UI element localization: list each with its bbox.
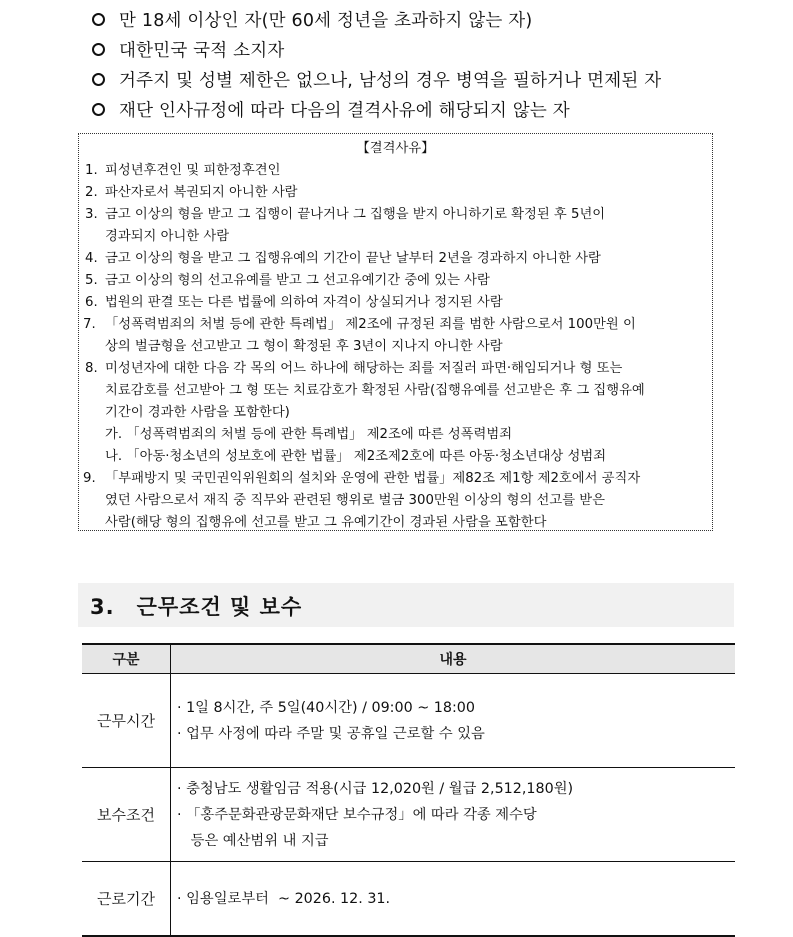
section-title (90, 591, 302, 621)
disqualification-item: 7. 「성폭력범죄의 처벌 등에 관한 특례법」 제2조에 규정된 죄를 범한 사람으로서 100만원 이 상의 벌금형을 선고받고 그 형이 확정된 후 3년이 지나지 아니한 사람 (83, 317, 636, 354)
disqualification-subitem: 나. 「아동·청소년의 성보호에 관한 법률」 제2조제2호에 따른 아동·청소년대상 성범죄 (105, 449, 607, 464)
requirement-item: 대한민국 국적 소지자 (92, 34, 661, 64)
disqualification-title: 【결격사유】 (356, 141, 435, 156)
circle-bullet-icon (92, 73, 105, 86)
disqualification-item: 5. 금고 이상의 형의 선고유예를 받고 그 선고유예기간 중에 있는 사람 (85, 273, 490, 288)
section-number: 3. (90, 595, 115, 619)
disqualification-item: 8. 미성년자에 대한 다음 각 목의 어느 하나에 해당하는 죄를 저질러 파면·해임되거나 형 또는 치료감호를 선고받아 그 형 또는 치료감호가 확정된 사람(집행유예를 선고받은 후 그 집행유예 기간이 경과한 사람을 포함한다) (85, 361, 645, 420)
row-label: 보수조건 (82, 768, 171, 862)
row-label: 근로기간 (82, 862, 171, 937)
row-content: · 충청남도 생활임금 적용(시급 12,020원 / 월급 2,512,180원) · 「홍주문화관광문화재단 보수규정」에 따라 각종 제수당 등은 예산범위 내 지급 (171, 768, 736, 862)
section-header (78, 583, 734, 627)
table-row (82, 674, 735, 768)
requirement-item: 만 18세 이상인 자(만 60세 정년을 초과하지 않는 자) (92, 4, 661, 34)
circle-bullet-icon (92, 13, 105, 26)
table-header-category: 구분 (82, 644, 171, 674)
disqualification-item: 9. 「부패방지 및 국민권익위원회의 설치와 운영에 관한 법률」제82조 제1항 제2호에서 공직자 였던 사람으로서 재직 중 직무와 관련된 행위로 벌금 300만원 이상의 형의 선고를 받은 사람(해당 형의 집행유에 선고를 받고 그 유예기간이 경과된 사람을 포함한다 (83, 471, 641, 530)
disqualification-item: 2. 파산자로서 복권되지 아니한 사람 (85, 185, 298, 200)
requirement-item: 거주지 및 성별 제한은 없으나, 남성의 경우 병역을 필하거나 면제된 자 (92, 64, 661, 94)
disqualification-item: 1. 피성년후견인 및 피한정후견인 (85, 163, 281, 178)
disqualification-item: 6. 법원의 판결 또는 다른 법률에 의하여 자격이 상실되거나 정지된 사람 (85, 295, 503, 310)
row-content: · 임용일로부터 ~ 2026. 12. 31. (171, 862, 736, 937)
disqualification-subitem: 가. 「성폭력범죄의 처벌 등에 관한 특례법」 제2조에 따른 성폭력범죄 (105, 427, 513, 442)
disqualification-box (78, 133, 713, 531)
disqualification-item: 3. 금고 이상의 형을 받고 그 집행이 끝나거나 그 집행을 받지 아니하기로 확정된 후 5년이 경과되지 아니한 사람 (85, 207, 606, 244)
table-row (82, 862, 735, 937)
circle-bullet-icon (92, 103, 105, 116)
requirements-list (92, 4, 661, 124)
circle-bullet-icon (92, 43, 105, 56)
table-header-row (82, 644, 735, 674)
section-title-text: 근무조건 및 보수 (136, 595, 303, 619)
table-header-content: 내용 (171, 644, 736, 674)
disqualification-item: 4. 금고 이상의 형을 받고 그 집행유예의 기간이 끝난 날부터 2년을 경과하지 아니한 사람 (85, 251, 601, 266)
conditions-table (82, 643, 735, 937)
row-content: · 1일 8시간, 주 5일(40시간) / 09:00 ~ 18:00 · 업무 사정에 따라 주말 및 공휴일 근로할 수 있음 (171, 674, 736, 768)
row-label: 근무시간 (82, 674, 171, 768)
table-row (82, 768, 735, 862)
requirement-item: 재단 인사규정에 따라 다음의 결격사유에 해당되지 않는 자 (92, 94, 661, 124)
